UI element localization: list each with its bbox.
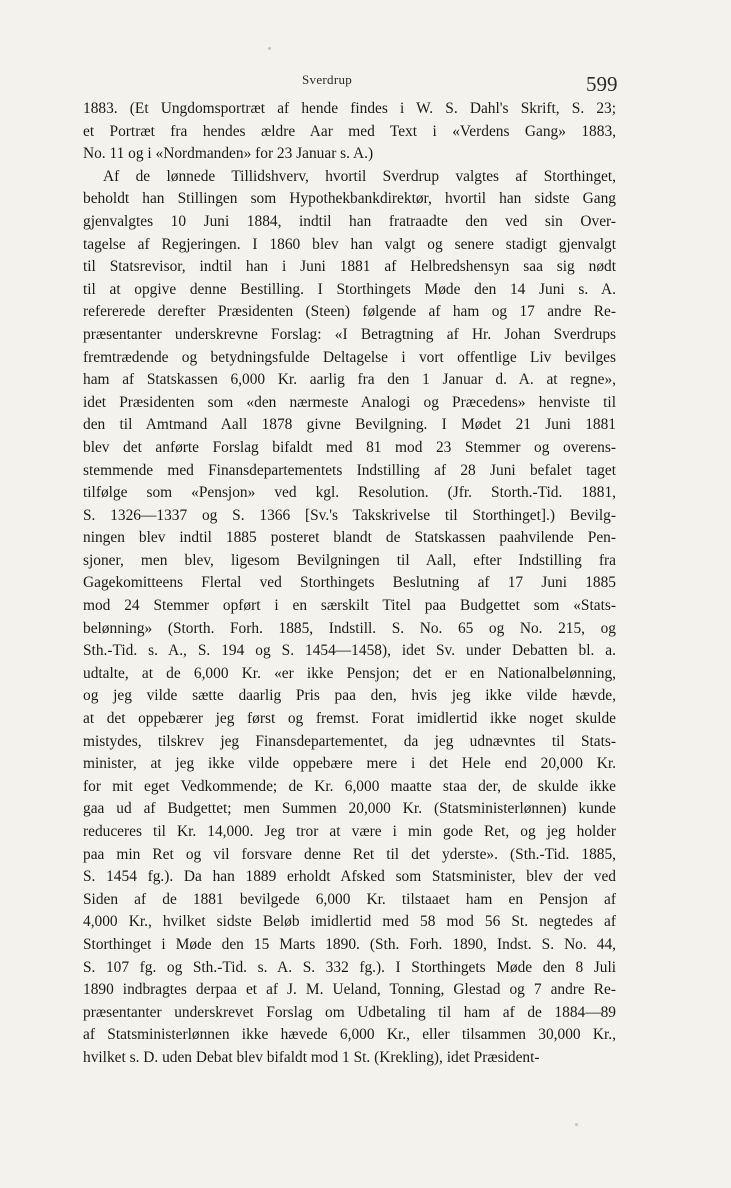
text-line: 4,000 Kr., hvilket sidste Beløb imidlertid med 58 mod 56 St. negtedes af [83,913,616,931]
text-line: refererede derefter Præsidenten (Steen) følgende af ham og 17 andre Re- [83,303,616,321]
paper-speck [268,47,271,50]
text-line: S. 1326—1337 og S. 1366 [Sv.'s Takskrivelse til Storthinget].) Bevilg- [83,506,616,524]
text-line: hvilket s. D. uden Debat blev bifaldt mod 1 St. (Krekling), idet Præsident- [83,1048,540,1066]
text-line: S. 1454 fg.). Da han 1889 erholdt Afsked som Statsminister, blev der ved [83,868,616,886]
text-line: Sth.-Tid. s. A., S. 194 og S. 1454—1458), idet Sv. under Debatten bl. a. [83,642,616,660]
text-line: til at opgive denne Bestilling. I Storthingets Møde den 14 Juni s. A. [83,280,616,298]
text-line: Storthinget i Møde den 15 Marts 1890. (Sth. Forh. 1890, Indst. S. No. 44, [83,935,616,953]
text-line: Gagekomitteens Flertal ved Storthingets Beslutning af 17 Juni 1885 [83,574,616,592]
text-line: ningen blev indtil 1885 posteret blandt de Statskassen paahvilende Pen- [83,529,616,547]
text-line: No. 11 og i «Nordmanden» for 23 Januar s. A.) [83,145,374,163]
text-line: beholdt han Stillingen som Hypothekbankdirektør, hvortil han sidste Gang [83,190,616,208]
text-line: 1883. (Et Ungdomsportræt af hende findes i W. S. Dahl's Skrift, S. 23; [83,100,616,117]
text-line: reduceres til Kr. 14,000. Jeg tror at være i min gode Ret, og jeg holder [83,823,616,840]
text-line: tagelse af Regjeringen. I 1860 blev han valgt og senere stadigt gjenvalgt [83,235,616,253]
text-line: S. 107 fg. og Sth.-Tid. s. A. S. 332 fg.). I Storthingets Møde den 8 Juli [83,958,616,976]
page-number: 599 [586,72,618,96]
running-head: Sverdrup [302,72,353,87]
text-line: af Statsministerlønnen ikke hævede 6,000 Kr., eller tilsammen 30,000 Kr., [83,1026,616,1044]
text-line: at det oppebærer jeg først og fremst. Forat imidlertid ikke noget skulde [83,710,616,728]
text-line: og jeg vilde sætte daarlig Pris paa den, hvis jeg ikke vilde hævde, [83,687,616,705]
text-line: udtalte, at de 6,000 Kr. «er ikke Pensjon; det er en Nationalbelønning, [83,664,616,682]
text-line: til Statsrevisor, indtil han i Juni 1881 af Helbredshensyn saa sig nødt [83,258,616,276]
text-line: gjenvalgtes 10 Juni 1884, indtil han fratraadte den ved sin Over- [83,212,616,230]
text-line: præsentanter underskrevne Forslag: «I Betragtning af Hr. Johan Sverdrups [83,325,616,343]
text-line: ham af Statskassen 6,000 Kr. aarlig fra den 1 Januar d. A. at regne», [83,371,616,389]
text-line: stemmende med Finansdepartementets Indstilling af 28 Juni befalet taget [83,461,616,479]
text-line: minister, at jeg ikke vilde oppebære mere i det Hele end 20,000 Kr. [83,755,616,773]
text-line: sjoner, men blev, ligesom Bevilgningen til Aall, efter Indstilling fra [83,551,616,569]
text-line: gaa ud af Budgettet; men Summen 20,000 Kr. (Statsministerlønnen) kunde [83,800,616,818]
text-line: mistydes, tilskrev jeg Finansdepartementet, da jeg udnævntes til Stats- [83,732,616,750]
text-line: et Portræt fra hendes ældre Aar med Text i «Verdens Gang» 1883, [83,122,616,140]
text-line: fremtrædende og betydningsfulde Deltagelse i vort offentlige Liv bevilges [83,348,616,366]
text-line: den til Amtmand Aall 1878 givne Bevilgning. I Mødet 21 Juni 1881 [83,416,616,434]
body-text [83,98,616,1070]
text-line: mod 24 Stemmer opført i en særskilt Titel paa Budgettet som «Stats- [83,597,616,615]
text-line: tilfølge som «Pensjon» ved kgl. Resolution. (Jfr. Storth.-Tid. 1881, [83,484,616,502]
text-line: Siden af de 1881 bevilgede 6,000 Kr. tilstaaet ham en Pensjon af [83,890,616,908]
paper-speck [575,1123,578,1126]
text-line: for mit eget Vedkommende; de Kr. 6,000 maatte staa der, de skulde ikke [83,777,616,795]
text-line: 1890 indbragtes derpaa et af J. M. Ueland, Tonning, Glestad og 7 andre Re- [83,981,616,999]
text-line: præsentanter underskrevet Forslag om Udbetaling til ham af de 1884—89 [83,1003,616,1021]
text-line: paa min Ret og vil forsvare denne Ret til det yderste». (Sth.-Tid. 1885, [83,845,616,863]
text-line: blev det anførte Forslag bifaldt med 81 mod 23 Stemmer og overens- [83,438,616,456]
text-line: idet Præsidenten som «den nærmeste Analogi og Præcedens» henviste til [83,393,616,411]
text-line: belønning» (Storth. Forh. 1885, Indstill. S. No. 65 og No. 215, og [83,619,616,637]
paragraph-start-line: Af de lønnede Tillidshverv, hvortil Sverdrup valgtes af Storthinget, [103,167,616,185]
